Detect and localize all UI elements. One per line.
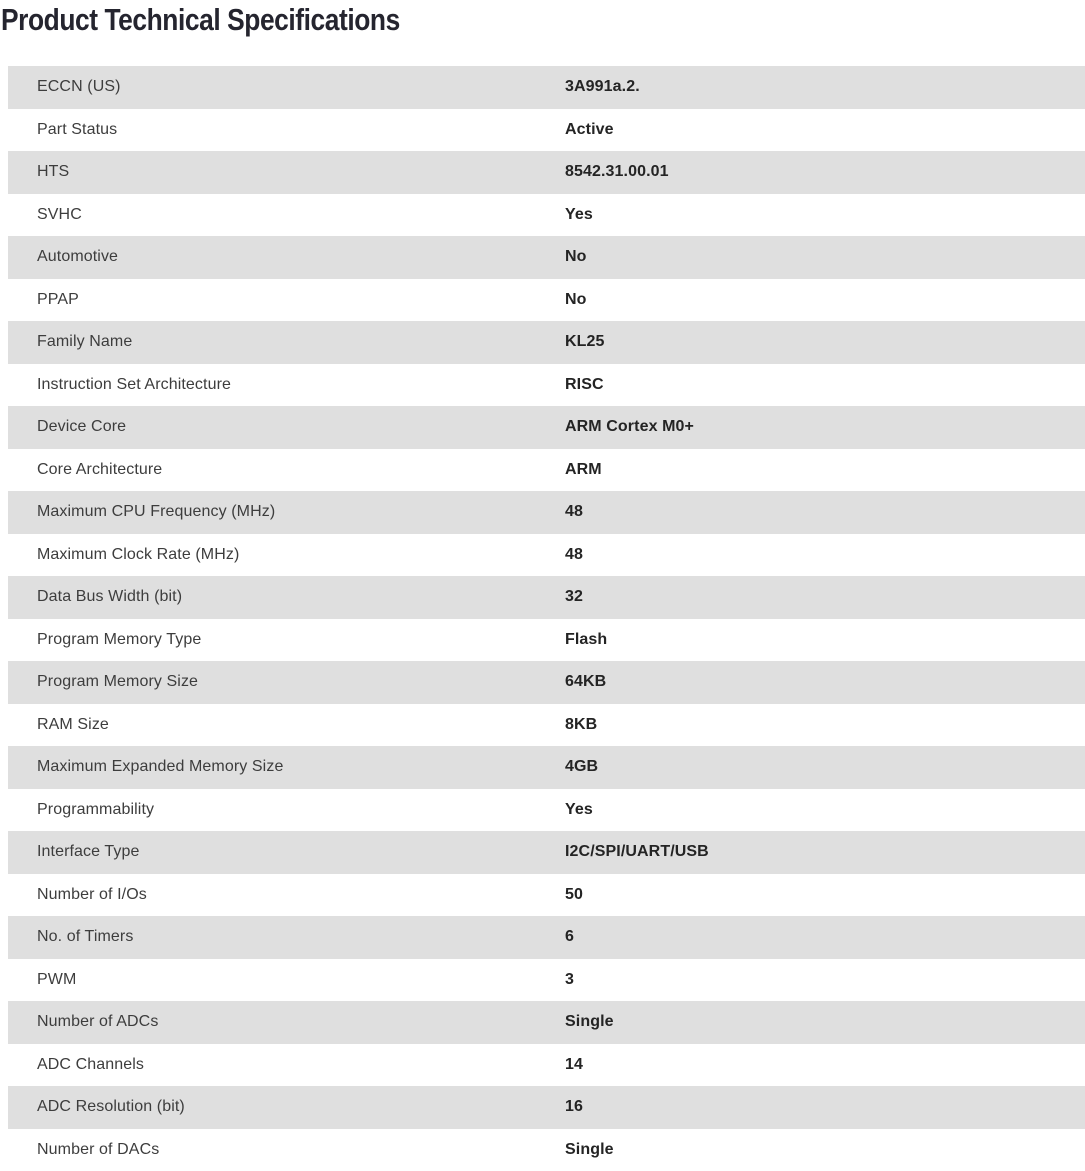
spec-value: 3 bbox=[565, 971, 1085, 989]
spec-table-row bbox=[8, 789, 1085, 832]
spec-label: Programmability bbox=[8, 801, 565, 819]
spec-value: Single bbox=[565, 1141, 1085, 1159]
spec-label: RAM Size bbox=[8, 716, 565, 734]
spec-value: 64KB bbox=[565, 673, 1085, 691]
spec-label: ADC Channels bbox=[8, 1056, 565, 1074]
spec-label: SVHC bbox=[8, 206, 565, 224]
spec-value: Yes bbox=[565, 206, 1085, 224]
spec-label: No. of Timers bbox=[8, 928, 565, 946]
spec-label: Instruction Set Architecture bbox=[8, 376, 565, 394]
spec-value: KL25 bbox=[565, 333, 1085, 351]
spec-label: ECCN (US) bbox=[8, 78, 565, 96]
spec-table-row bbox=[8, 66, 1085, 109]
spec-table-row bbox=[8, 321, 1085, 364]
spec-table-row bbox=[8, 1129, 1085, 1171]
spec-table-row bbox=[8, 746, 1085, 789]
spec-table-row bbox=[8, 364, 1085, 407]
spec-table bbox=[8, 66, 1085, 1171]
spec-table-row bbox=[8, 1001, 1085, 1044]
spec-label: Device Core bbox=[8, 418, 565, 436]
spec-value: Yes bbox=[565, 801, 1085, 819]
spec-table-row bbox=[8, 236, 1085, 279]
spec-label: Program Memory Size bbox=[8, 673, 565, 691]
spec-table-row bbox=[8, 704, 1085, 747]
spec-label: PPAP bbox=[8, 291, 565, 309]
spec-value: RISC bbox=[565, 376, 1085, 394]
spec-value: Flash bbox=[565, 631, 1085, 649]
page-title: Product Technical Specifications bbox=[1, 2, 400, 38]
spec-label: Maximum Expanded Memory Size bbox=[8, 758, 565, 776]
spec-value: 16 bbox=[565, 1098, 1085, 1116]
spec-table-row bbox=[8, 151, 1085, 194]
spec-label: HTS bbox=[8, 163, 565, 181]
spec-table-row bbox=[8, 576, 1085, 619]
spec-table-row bbox=[8, 1044, 1085, 1087]
spec-value: I2C/SPI/UART/USB bbox=[565, 843, 1085, 861]
spec-label: Part Status bbox=[8, 121, 565, 139]
spec-table-row bbox=[8, 491, 1085, 534]
spec-label: Number of ADCs bbox=[8, 1013, 565, 1031]
spec-value: ARM Cortex M0+ bbox=[565, 418, 1085, 436]
spec-value: 3A991a.2. bbox=[565, 78, 1085, 96]
spec-value: Active bbox=[565, 121, 1085, 139]
spec-value: Single bbox=[565, 1013, 1085, 1031]
spec-value: 6 bbox=[565, 928, 1085, 946]
spec-label: Maximum CPU Frequency (MHz) bbox=[8, 503, 565, 521]
spec-label: Family Name bbox=[8, 333, 565, 351]
spec-table-row bbox=[8, 661, 1085, 704]
spec-label: Data Bus Width (bit) bbox=[8, 588, 565, 606]
spec-table-row bbox=[8, 916, 1085, 959]
spec-value: 48 bbox=[565, 546, 1085, 564]
spec-label: Maximum Clock Rate (MHz) bbox=[8, 546, 565, 564]
spec-value: 48 bbox=[565, 503, 1085, 521]
spec-value: 8KB bbox=[565, 716, 1085, 734]
spec-value: ARM bbox=[565, 461, 1085, 479]
spec-table-row bbox=[8, 874, 1085, 917]
spec-table-row bbox=[8, 831, 1085, 874]
spec-table-row bbox=[8, 449, 1085, 492]
spec-label: PWM bbox=[8, 971, 565, 989]
spec-label: Number of I/Os bbox=[8, 886, 565, 904]
spec-label: Automotive bbox=[8, 248, 565, 266]
spec-value: 50 bbox=[565, 886, 1085, 904]
spec-table-row bbox=[8, 279, 1085, 322]
spec-label: Program Memory Type bbox=[8, 631, 565, 649]
spec-table-row bbox=[8, 1086, 1085, 1129]
spec-label: Number of DACs bbox=[8, 1141, 565, 1159]
spec-label: Interface Type bbox=[8, 843, 565, 861]
spec-table-row bbox=[8, 959, 1085, 1002]
spec-value: 32 bbox=[565, 588, 1085, 606]
spec-value: No bbox=[565, 291, 1085, 309]
spec-value: 14 bbox=[565, 1056, 1085, 1074]
spec-table-row bbox=[8, 194, 1085, 237]
spec-table-row bbox=[8, 109, 1085, 152]
spec-table-row bbox=[8, 534, 1085, 577]
spec-table-row bbox=[8, 619, 1085, 662]
spec-table-row bbox=[8, 406, 1085, 449]
spec-value: 4GB bbox=[565, 758, 1085, 776]
spec-label: Core Architecture bbox=[8, 461, 565, 479]
spec-label: ADC Resolution (bit) bbox=[8, 1098, 565, 1116]
spec-value: 8542.31.00.01 bbox=[565, 163, 1085, 181]
spec-value: No bbox=[565, 248, 1085, 266]
